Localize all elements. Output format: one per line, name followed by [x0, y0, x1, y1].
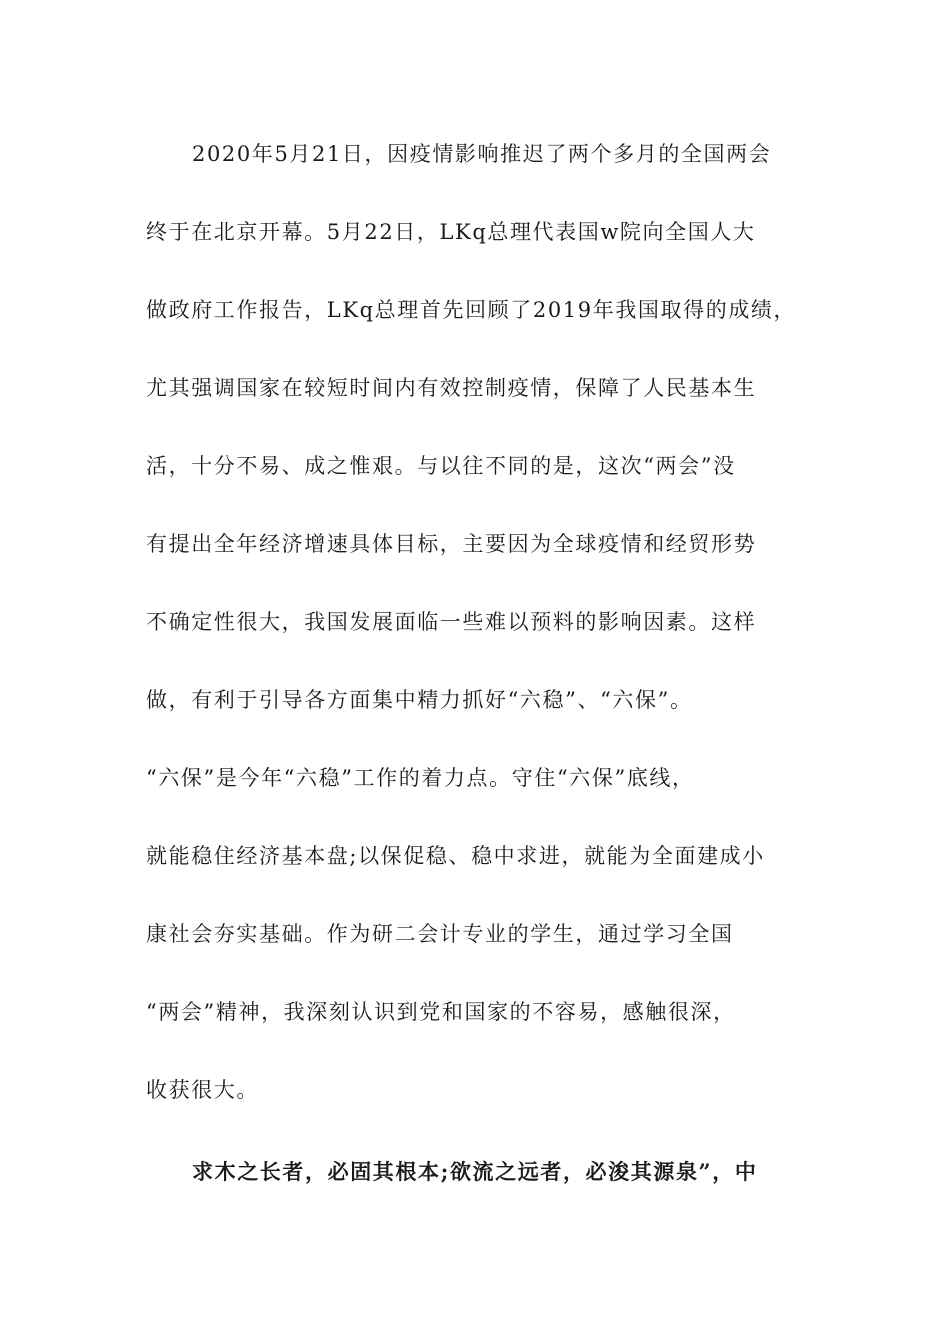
paragraph-1-line-6: 有提出全年经济增速具体目标，主要因为全球疫情和经贸形势 [146, 532, 757, 556]
paragraph-1-line-12: “两会”精神，我深刻认识到党和国家的不容易，感触很深， [146, 1000, 736, 1024]
paragraph-2-line-1: 求木之长者，必固其根本;欲流之远者，必浚其源泉”，中 [192, 1159, 758, 1184]
paragraph-1-line-13: 收获很大。 [146, 1078, 259, 1102]
paragraph-1-line-11: 康社会夯实基础。作为研二会计专业的学生，通过学习全国 [146, 922, 734, 946]
paragraph-1-line-5: 活，十分不易、成之惟艰。与以往不同的是，这次“两会”没 [146, 454, 736, 478]
paragraph-1-line-9: “六保”是今年“六稳”工作的着力点。守住“六保”底线， [146, 766, 695, 790]
paragraph-1-line-10: 就能稳住经济基本盘;以保促稳、稳中求进，就能为全面建成小 [146, 844, 765, 868]
paragraph-1-line-1: 2020年5月21日，因疫情影响推迟了两个多月的全国两会 [192, 142, 772, 166]
paragraph-1-line-3: 做政府工作报告，LKq总理首先回顾了2019年我国取得的成绩， [146, 298, 797, 322]
paragraph-1-line-8: 做，有利于引导各方面集中精力抓好“六稳”、“六保”。 [146, 688, 693, 712]
paragraph-1-line-7: 不确定性很大，我国发展面临一些难以预料的影响因素。这样 [146, 610, 757, 634]
paragraph-1-line-2: 终于在北京开幕。5月22日，LKq总理代表国w院向全国人大 [146, 220, 756, 244]
paragraph-1-line-4: 尤其强调国家在较短时间内有效控制疫情，保障了人民基本生 [146, 376, 757, 400]
